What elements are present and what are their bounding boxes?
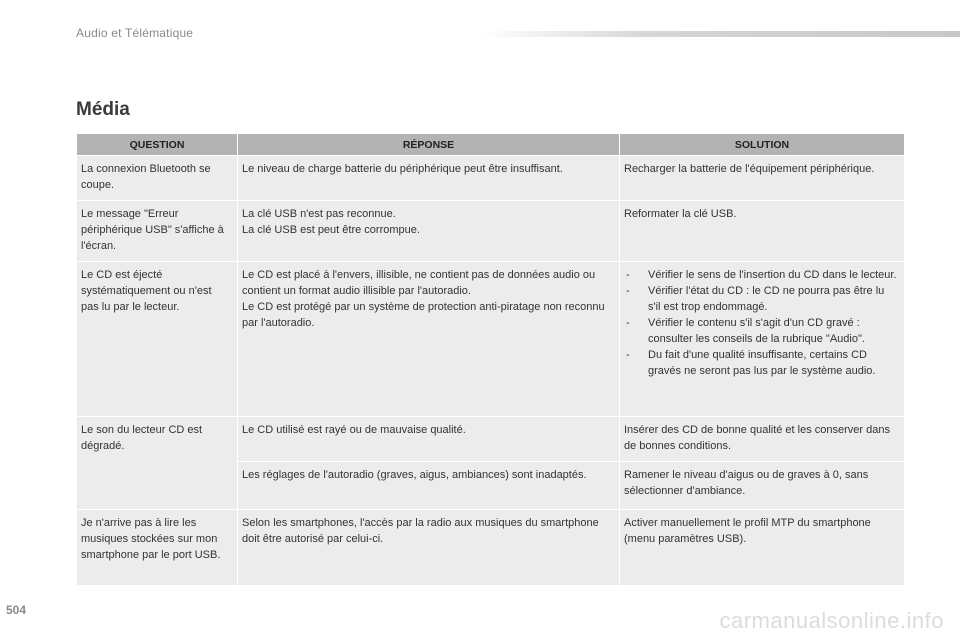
reponse-line: La clé USB est peut être corrompue. [242, 224, 420, 236]
solution-list-item: - Du fait d'une qualité insuffisante, certains CD gravés ne seront pas lus par le système audio. [624, 347, 898, 379]
reponse-line: Les réglages de l'autoradio (graves, aigus, ambiances) sont inadaptés. [242, 469, 587, 481]
column-header-question: QUESTION [77, 134, 238, 156]
question-cell: Le CD est éjecté systématiquement ou n'est pas lu par le lecteur. [77, 262, 238, 417]
table-row [77, 510, 905, 586]
reponse-line: Le CD est placé à l'envers, illisible, ne contient pas de données audio ou contient un format audio illisible par l'autoradio. [242, 269, 596, 297]
solution-list [624, 267, 898, 379]
solution-list-item: - Vérifier le sens de l'insertion du CD dans le lecteur. [624, 267, 898, 283]
section-title: Média [76, 99, 130, 120]
reponse-line: Le CD est protégé par un système de protection anti-piratage non reconnu par l'autoradio. [242, 301, 605, 329]
question-cell: Le message "Erreur périphérique USB" s'affiche à l'écran. [77, 201, 238, 262]
table-row [77, 262, 905, 417]
reponse-cell [238, 417, 620, 462]
solution-cell: Ramener le niveau d'aigus ou de graves à 0, sans sélectionner d'ambiance. [620, 462, 905, 510]
header-title: Audio et Télématique [76, 26, 194, 40]
column-header-reponse: RÉPONSE [238, 134, 620, 156]
reponse-cell [238, 262, 620, 417]
header-divider [480, 31, 960, 37]
solution-cell: Insérer des CD de bonne qualité et les conserver dans de bonnes conditions. [620, 417, 905, 462]
faq-table [76, 133, 905, 586]
watermark-text: carmanualsonline.info [719, 608, 944, 633]
reponse-line: La clé USB n'est pas reconnue. [242, 208, 396, 220]
question-cell: La connexion Bluetooth se coupe. [77, 156, 238, 201]
table-row [77, 417, 905, 462]
question-cell: Le son du lecteur CD est dégradé. [77, 417, 238, 510]
question-cell: Je n'arrive pas à lire les musiques stockées sur mon smartphone par le port USB. [77, 510, 238, 586]
table-row [77, 156, 905, 201]
reponse-cell [238, 201, 620, 262]
reponse-cell [238, 462, 620, 510]
table-row [77, 201, 905, 262]
solution-cell [620, 262, 905, 417]
column-header-solution: SOLUTION [620, 134, 905, 156]
page-number: 504 [6, 603, 27, 617]
reponse-line: Le niveau de charge batterie du périphérique peut être insuffisant. [242, 163, 563, 175]
table-header-row [77, 134, 905, 156]
reponse-cell [238, 510, 620, 586]
solution-list-item: - Vérifier le contenu s'il s'agit d'un CD gravé : consulter les conseils de la rubrique "Audio". [624, 315, 898, 347]
solution-list-item: - Vérifier l'état du CD : le CD ne pourra pas être lu s'il est trop endommagé. [624, 283, 898, 315]
solution-cell: Reformater la clé USB. [620, 201, 905, 262]
solution-cell: Activer manuellement le profil MTP du smartphone (menu paramètres USB). [620, 510, 905, 586]
solution-cell: Recharger la batterie de l'équipement périphérique. [620, 156, 905, 201]
reponse-line: Le CD utilisé est rayé ou de mauvaise qualité. [242, 424, 466, 436]
reponse-cell [238, 156, 620, 201]
reponse-line: Selon les smartphones, l'accès par la radio aux musiques du smartphone doit être autorisé par celui-ci. [242, 517, 599, 545]
